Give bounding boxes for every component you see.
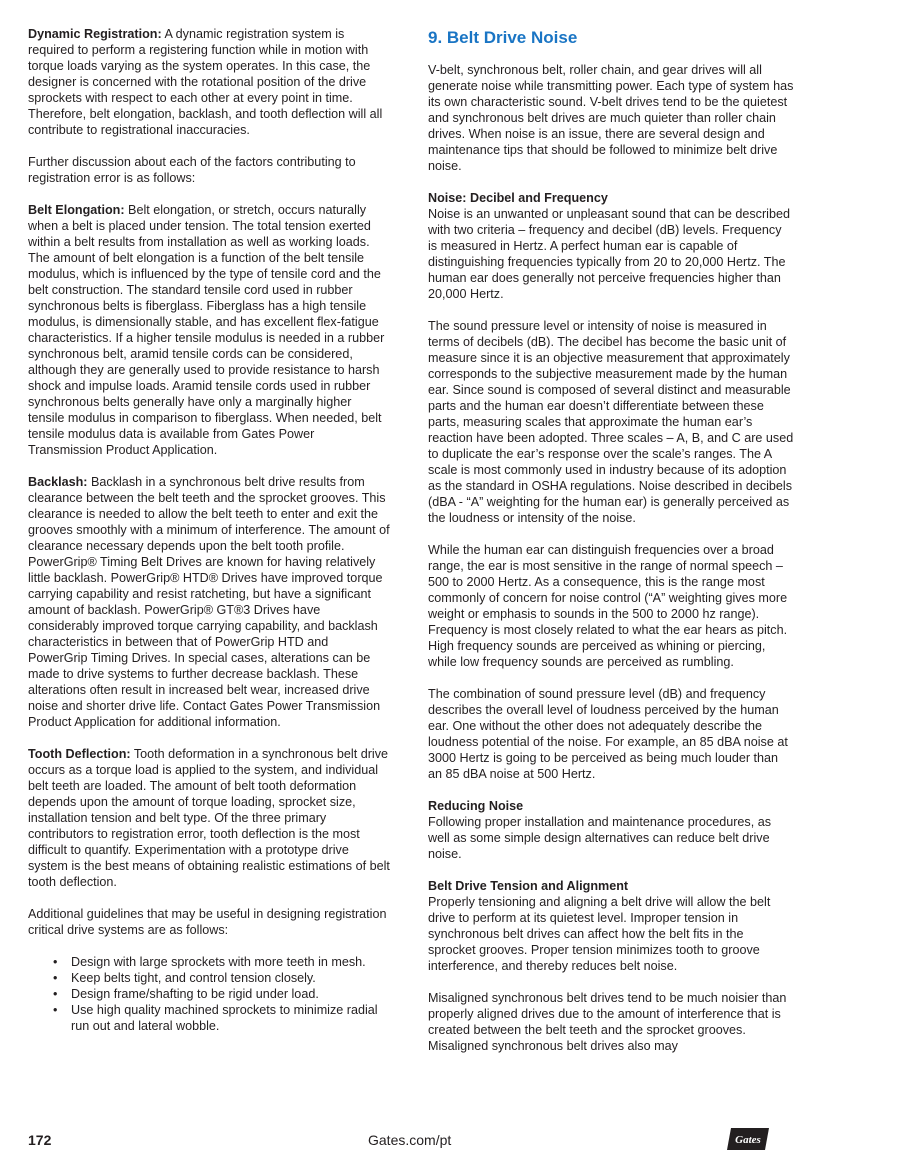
guidelines-list xyxy=(28,954,390,1034)
misaligned-paragraph: Misaligned synchronous belt drives tend to be much noisier than properly aligned drives due to the amount of interference that is created between the belt teeth and the sprocket grooves. Misaligned synchronous belt drives also may xyxy=(428,991,787,1053)
backlash-text: Backlash in a synchronous belt drive results from clearance between the belt teeth and the sprocket grooves. This clearance is needed to allow the belt teeth to enter and exit the grooves smoothly with a minimum of interference. The amount of clearance necessary depends upon the belt tooth profile. PowerGrip® Timing Belt Drives are known for having relatively little backlash. PowerGrip® HTD® Drives have improved torque carrying capability and resist ratcheting, but have a significant amount of backlash. PowerGrip® GT®3 Drives have considerably improved torque carrying capability, and backlash characteristics in between that of PowerGrip HTD and PowerGrip Timing Drives. In special cases, alterations can be made to drive systems to further decrease backlash. These alterations often result in increased belt wear, increased drive noise and shorter drive life. Contact Gates Power Transmission Product Application for additional information. xyxy=(28,475,390,729)
guideline-text: Use high quality machined sprockets to minimize radial run out and lateral wobble. xyxy=(71,1003,378,1033)
noise-paragraph-1: Noise is an unwanted or unpleasant sound that can be described with two criteria – frequency and decibel (dB) levels. Frequency is measured in Hertz. A perfect human ear is capable of distinguishing frequencies typically from 20 to 20,000 Hertz. The human ear does generally not perceive frequencies higher than 20,000 Hertz. xyxy=(428,207,790,301)
dynamic-registration-lead: Dynamic Registration: xyxy=(28,27,162,41)
dynamic-registration-paragraph xyxy=(28,26,390,138)
noise-section xyxy=(428,190,794,302)
page-footer xyxy=(0,1130,900,1154)
further-discussion-paragraph: Further discussion about each of the factors contributing to registration error is as follows: xyxy=(28,155,356,185)
intro-paragraph: V-belt, synchronous belt, roller chain, and gear drives will all generate noise while transmitting power. Each type of system has its own characteristic sound. V-belt drives tend to be the quietest and synchronous belt drives are much quieter than roller chain drives. When noise is an issue, there are several design and maintenance tips that should be followed to minimize belt drive noise. xyxy=(428,63,794,173)
belt-elongation-lead: Belt Elongation: xyxy=(28,203,125,217)
tooth-deflection-lead: Tooth Deflection: xyxy=(28,747,131,761)
bullet-icon: • xyxy=(53,1003,58,1017)
left-column xyxy=(28,26,390,1034)
belt-elongation-text: Belt elongation, or stretch, occurs naturally when a belt is placed under tension. The total tension exerted within a belt results from installation as well as working loads. The amount of belt elongation is a function of the belt tensile modulus, which is influenced by the type of tensile cord and the belt construction. The standard tensile cord used in rubber synchronous belts is fiberglass. Fiberglass has a high tensile modulus, is dimensionally stable, and has excellent flex-fatigue characteristics. If a higher tensile modulus is needed in a rubber synchronous belt, aramid tensile cords can be considered, although they are generally used to provide resistance to harsh shock and impulse loads. Aramid tensile cords used in rubber synchronous belts generally have only a marginally higher tensile modulus in comparison to fiberglass. When needed, belt tensile modulus data is available from Gates Power Transmission Product Application. xyxy=(28,203,385,457)
guideline-text: Design frame/shafting to be rigid under load. xyxy=(71,987,319,1001)
reducing-noise-paragraph: Following proper installation and maintenance procedures, as well as some simple design alternatives can reduce belt drive noise. xyxy=(428,815,772,861)
list-item xyxy=(53,986,390,1002)
gates-logo-text: Gates xyxy=(735,1134,761,1146)
backlash-lead: Backlash: xyxy=(28,475,88,489)
page-number: 172 xyxy=(28,1132,52,1148)
reducing-noise-heading: Reducing Noise xyxy=(428,799,524,813)
tension-heading: Belt Drive Tension and Alignment xyxy=(428,879,629,893)
tooth-deflection-paragraph xyxy=(28,746,390,890)
section-title: 9. Belt Drive Noise xyxy=(428,28,578,47)
right-column xyxy=(428,26,794,1070)
belt-elongation-paragraph xyxy=(28,202,390,458)
tension-paragraph: Properly tensioning and aligning a belt drive will allow the belt drive to perform at its quietest level. Improper tension in synchronous belt drives can affect how the belt fits in the sprocket grooves. Proper tension minimizes tooth to groove interference, and thereby reduces belt noise. xyxy=(428,895,771,973)
noise-paragraph-3: While the human ear can distinguish frequencies over a broad range, the ear is most sensitive in the range of normal speech – 500 to 2000 Hertz. As a consequence, this is the range most commonly of concern for noise control (“A” weighting gives more weight or emphasis to sounds in the 500 to 2000 hz range). Frequency is most closely related to what the ear hears as pitch. High frequency sounds are perceived as whining or piercing, while low frequency sounds are perceived as rumbling. xyxy=(428,543,788,669)
gates-logo-icon xyxy=(723,1124,773,1154)
noise-paragraph-4: The combination of sound pressure level (dB) and frequency describes the overall level of loudness perceived by the human ear. One without the other does not adequately describe the loudness potential of the noise. For example, an 85 dBA noise at 3000 Hertz is going to be perceived as being much louder than an 85 dBA noise at 500 Hertz. xyxy=(428,687,788,781)
reducing-noise-section xyxy=(428,798,794,862)
backlash-paragraph xyxy=(28,474,390,730)
list-item xyxy=(53,954,390,970)
bullet-icon: • xyxy=(53,955,58,969)
bullet-icon: • xyxy=(53,987,58,1001)
noise-paragraph-2: The sound pressure level or intensity of noise is measured in terms of decibels (dB). The decibel has become the basic unit of measure since it is an objective measurement that approximately corresponds to the subjective measurement made by the human ear. Since sound is composed of several distinct and measurable parts and the human ear doesn’t differentiate between these parts, measuring scales that approximate the human ear’s reaction have been adopted. Three scales – A, B, and C are used to duplicate the ear’s response over the scale’s ranges. The A scale is most commonly used in industry because of its adoption as the standard in OSHA regulations. Noise described in decibels (dBA - “A” weighting for the human ear) is generally perceived as the loudness or intensity of the noise. xyxy=(428,319,794,525)
tooth-deflection-text: Tooth deformation in a synchronous belt drive occurs as a torque load is applied to the system, and individual belt teeth are loaded. The amount of belt tooth deformation depends upon the amount of torque loading, sprocket size, installation tension and belt type. Of the three primary contributors to registration error, tooth deflection is the most difficult to quantify. Experimentation with a prototype drive system is the best means of obtaining realistic estimations of belt tooth deflection. xyxy=(28,747,390,889)
list-item xyxy=(53,970,390,986)
guideline-text: Keep belts tight, and control tension closely. xyxy=(71,971,316,985)
bullet-icon: • xyxy=(53,971,58,985)
noise-heading: Noise: Decibel and Frequency xyxy=(428,191,608,205)
tension-section xyxy=(428,878,794,974)
site-url: Gates.com/pt xyxy=(368,1132,452,1148)
list-item xyxy=(53,1002,390,1034)
dynamic-registration-text: A dynamic registration system is required to perform a registering function while in motion with torque loads varying as the system operates. In this case, the designer is concerned with the rotational position of the drive sprockets with respect to each other at every point in time. Therefore, belt elongation, backlash, and tooth deflection will all contribute to registrational inaccuracies. xyxy=(28,27,383,137)
guideline-text: Design with large sprockets with more teeth in mesh. xyxy=(71,955,366,969)
guidelines-intro: Additional guidelines that may be useful in designing registration critical drive systems are as follows: xyxy=(28,907,387,937)
